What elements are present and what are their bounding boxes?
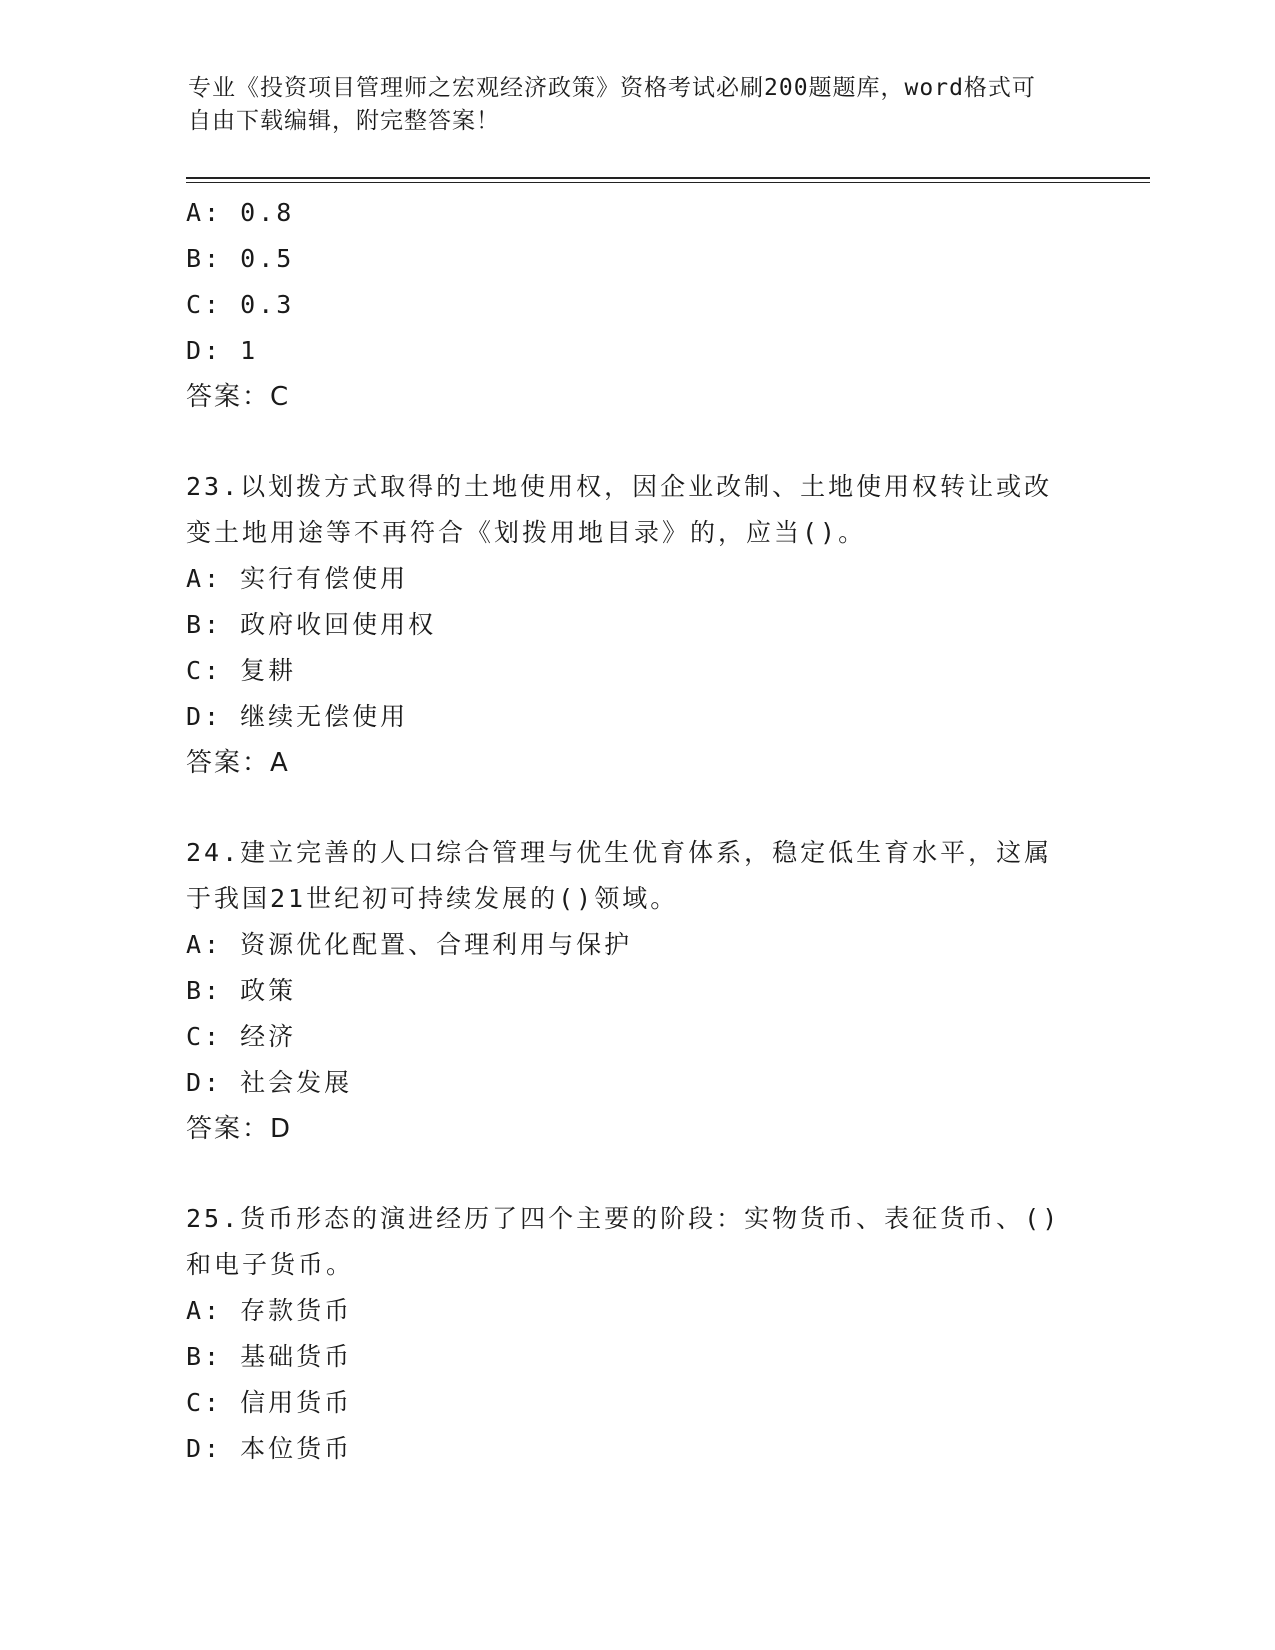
q24-option-a: A: 资源优化配置、合理利用与保护: [186, 930, 633, 959]
q23-option-d: D: 继续无偿使用: [186, 702, 409, 731]
question-spacer: [186, 786, 1086, 830]
q25-option-a: A: 存款货币: [186, 1296, 353, 1325]
q23-option-a: A: 实行有偿使用: [186, 564, 409, 593]
header-divider: [186, 177, 1150, 183]
header-title-line-1: 专业《投资项目管理师之宏观经济政策》资格考试必刷200题题库，word格式可: [188, 75, 1036, 101]
q24-option-d: D: 社会发展: [186, 1068, 353, 1097]
document-header: [188, 72, 1068, 138]
q22-option-c: C: 0.3: [186, 290, 295, 319]
q24-option-c: C: 经济: [186, 1022, 297, 1051]
q24-stem-line-1: 24.建立完善的人口综合管理与优生优育体系，稳定低生育水平，这属: [186, 838, 1053, 867]
q24-option-b: B: 政策: [186, 976, 297, 1005]
q25-option-b: B: 基础货币: [186, 1342, 353, 1371]
q22-option-d: D: 1: [186, 336, 259, 365]
q23-stem-line-2: 变土地用途等不再符合《划拨用地目录》的，应当()。: [186, 518, 867, 547]
q22-answer: 答案：C: [186, 382, 291, 412]
q23-answer: 答案：A: [186, 748, 290, 778]
question-content: [186, 190, 1086, 1472]
q22-option-a: A: 0.8: [186, 198, 295, 227]
q24-answer: 答案：D: [186, 1114, 293, 1144]
q22-option-b: B: 0.5: [186, 244, 295, 273]
q23-stem-line-1: 23.以划拨方式取得的土地使用权，因企业改制、土地使用权转让或改: [186, 472, 1053, 501]
q25-option-c: C: 信用货币: [186, 1388, 353, 1417]
q23-option-b: B: 政府收回使用权: [186, 610, 437, 639]
q24-stem-line-2: 于我国21世纪初可持续发展的()领域。: [186, 884, 679, 913]
q23-option-c: C: 复耕: [186, 656, 297, 685]
question-spacer: [186, 1152, 1086, 1196]
q25-stem-line-1: 25.货币形态的演进经历了四个主要的阶段：实物货币、表征货币、(): [186, 1204, 1061, 1233]
q25-option-d: D: 本位货币: [186, 1434, 353, 1463]
header-title-line-2: 自由下载编辑，附完整答案！: [188, 108, 500, 134]
q25-stem-line-2: 和电子货币。: [186, 1250, 355, 1279]
question-spacer: [186, 420, 1086, 464]
